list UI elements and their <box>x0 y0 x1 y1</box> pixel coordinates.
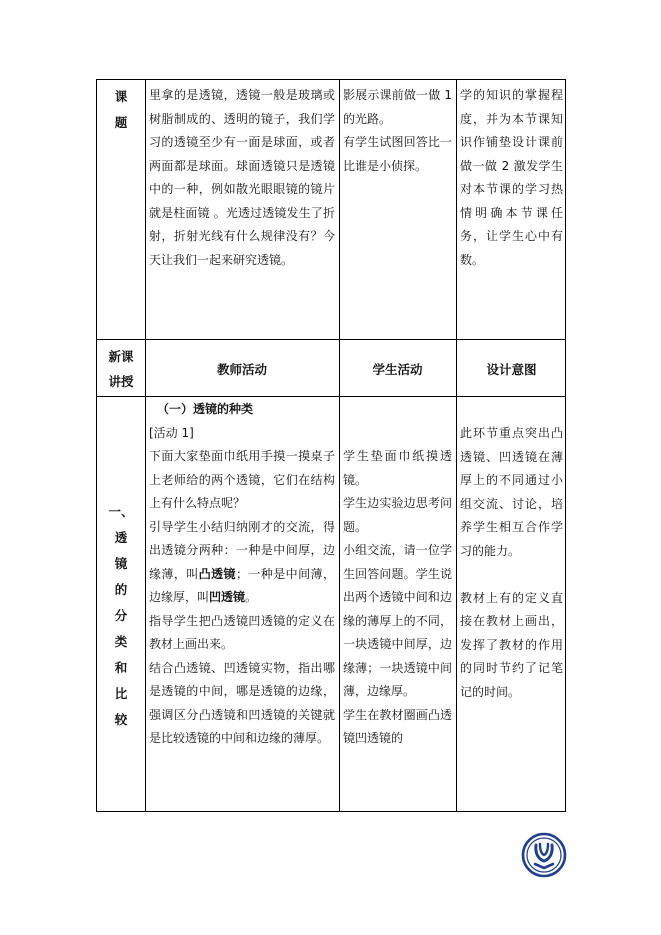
header-design-intent: 设计意图 <box>486 362 537 377</box>
teacher-paragraph-1: 下面大家垫面巾纸用手摸一摸桌子上老师给的两个透镜，它们在结构上有什么特点呢？ <box>149 449 335 510</box>
design-intro-text: 学的知识的掌握程度，并为本节课知识作铺垫设计课前做一做 2 激发学生对本节课的学习热情明确本节课任务，让学生心中有数。 <box>460 88 563 267</box>
student-paragraph-1: 学生垫面巾纸摸透镜。 <box>343 449 452 487</box>
column-divider <box>145 80 146 811</box>
teacher-activity-cell <box>149 398 335 751</box>
column-divider <box>456 80 457 811</box>
header-teacher-activity: 教师活动 <box>216 362 267 377</box>
student-paragraph-4: 学生在教材圈画凸透镜凹透镜的 <box>343 707 452 745</box>
row-divider <box>97 396 565 397</box>
concave-lens-term: 凹透镜 <box>209 590 246 604</box>
header-student-activity: 学生活动 <box>372 362 423 377</box>
lesson-plan-table <box>96 79 566 812</box>
student-intro-text-1: 影展示课前做一做 1 的光路。 <box>343 88 452 126</box>
column-divider <box>339 80 340 811</box>
section-heading: （一）透镜的种类 <box>157 402 254 416</box>
publisher-logo-icon <box>521 832 567 878</box>
convex-lens-term: 凸透镜 <box>198 566 236 581</box>
student-activity-cell <box>343 445 452 751</box>
student-paragraph-3: 小组交流，请一位学生回答问题。学生说出两个透镜中间和边缘的薄厚上的不同，一块透镜中间厚，边缘薄；一块透镜中间薄，边缘厚。 <box>343 543 452 698</box>
row-divider <box>97 339 565 340</box>
teacher-paragraph-4: 结合凸透镜、凹透镜实物，指出哪是透镜的中间，哪是透镜的边缘，强调区分凸透镜和凹透镜的关键就是比较透镜的中间和边缘的薄厚。 <box>149 660 335 745</box>
design-paragraph-2: 教材上有的定义直接在教材上画出，发挥了教材的作用的同时节约了记笔记的时间。 <box>460 590 563 699</box>
teacher-paragraph-2: 引导学生小结归纳刚才的交流，得出透镜分两种：一种是中间厚，边缘薄，叫凸透镜；一种是中间薄，边缘厚，叫凹透镜。 <box>149 519 335 604</box>
teacher-intro-text: 里拿的是透镜，透镜一般是玻璃或树脂制成的、透明的镜子，我们学习的透镜至少有一面是球面，或者两面都是球面。球面透镜只是透镜中的一种，例如散光眼眼镜的镜片就是柱面镜 。光透过透镜发生了折射，折射光线有什么规律没有？今天让我们一起来研究透镜。 <box>149 88 335 267</box>
header-new-lesson: 新课讲授 <box>108 349 134 389</box>
row-label-topic: 课 题 <box>114 89 128 130</box>
student-intro-text-2: 有学生试图回答比一比谁是小侦探。 <box>343 135 452 173</box>
student-intro-cell <box>343 84 452 178</box>
student-paragraph-2: 学生边实验边思考问题。 <box>343 496 452 534</box>
section-one-label: 一、 透 镜 的 分 类 和 比 较 <box>108 504 134 727</box>
design-intent-cell <box>460 422 563 704</box>
design-paragraph-1: 此环节重点突出凸透镜、凹透镜在薄厚上的不同通过小组交流、讨论，培养学生相互合作学习的能力。 <box>460 426 563 558</box>
activity-label: [活动 1] <box>149 425 194 440</box>
teacher-paragraph-3: 指导学生把凸透镜凹透镜的定义在教材上画出来。 <box>149 613 335 651</box>
